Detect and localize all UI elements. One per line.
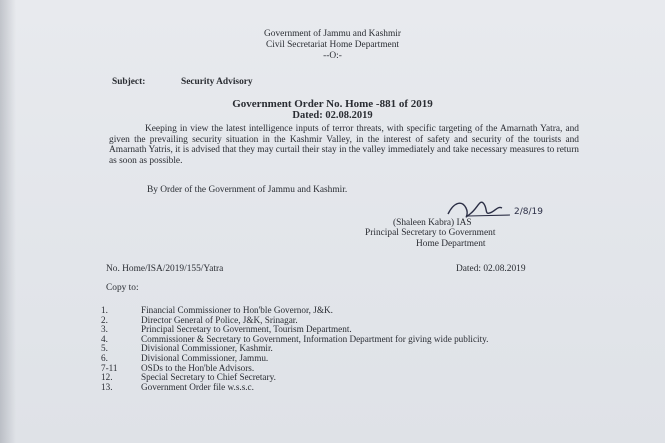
copy-to-label: Copy to: — [106, 283, 139, 293]
signatory-department: Home Department — [416, 239, 486, 249]
header-separator: --O:- — [323, 51, 342, 61]
order-date: Dated: 02.08.2019 — [292, 110, 373, 121]
signatory-designation: Principal Secretary to Government — [365, 228, 496, 238]
reference-number: No. Home/ISA/2019/155/Yatra — [106, 264, 224, 274]
list-item: 13. Government Order file w.s.s.c. — [101, 381, 254, 392]
header-government: Government of Jammu and Kashmir — [264, 29, 401, 39]
list-item: 7-11 OSDs to the Hon'ble Advisors. — [101, 362, 255, 373]
order-title: Government Order No. Home -881 of 2019 — [232, 98, 433, 110]
subject-value: Security Advisory — [181, 77, 253, 87]
subject-label: Subject: — [112, 77, 146, 87]
list-item: 4. Commissioner & Secretary to Government, Information Department for giving wide publicity. — [101, 333, 489, 344]
signatory-name: (Shaleen Kabra) IAS — [393, 218, 472, 228]
list-item: 5. Divisional Commissioner, Kashmir. — [101, 343, 273, 354]
header-department: Civil Secretariat Home Department — [265, 40, 400, 50]
by-order-line: By Order of the Government of Jammu and Kashmir. — [147, 185, 348, 195]
list-item: 6. Divisional Commissioner, Jammu. — [101, 352, 269, 363]
list-item: 1. Financial Commissioner to Hon'ble Governor, J&K. — [101, 305, 333, 315]
copy-to-list — [101, 306, 581, 392]
svg-text:2/8/19: 2/8/19 — [514, 207, 543, 217]
list-item: 12. Special Secretary to Chief Secretary. — [101, 372, 276, 383]
reference-date: Dated: 02.08.2019 — [456, 264, 526, 274]
order-body-paragraph: Keeping in view the latest intelligence inputs of terror threats, with specific targeting of the Amarnath Yatra, and given the prevailing security situation in the Kashmir Valley, in the interest of safety and security of the tourists and Amarnath Yatris, it is advised that they may curtail their stay in the valley immediately and take necessary measures to return as soon as possible. — [109, 124, 579, 166]
list-item: 3. Principal Secretary to Government, Tourism Department. — [101, 324, 352, 335]
list-item: 2. Director General of Police, J&K, Srinagar. — [101, 314, 298, 325]
